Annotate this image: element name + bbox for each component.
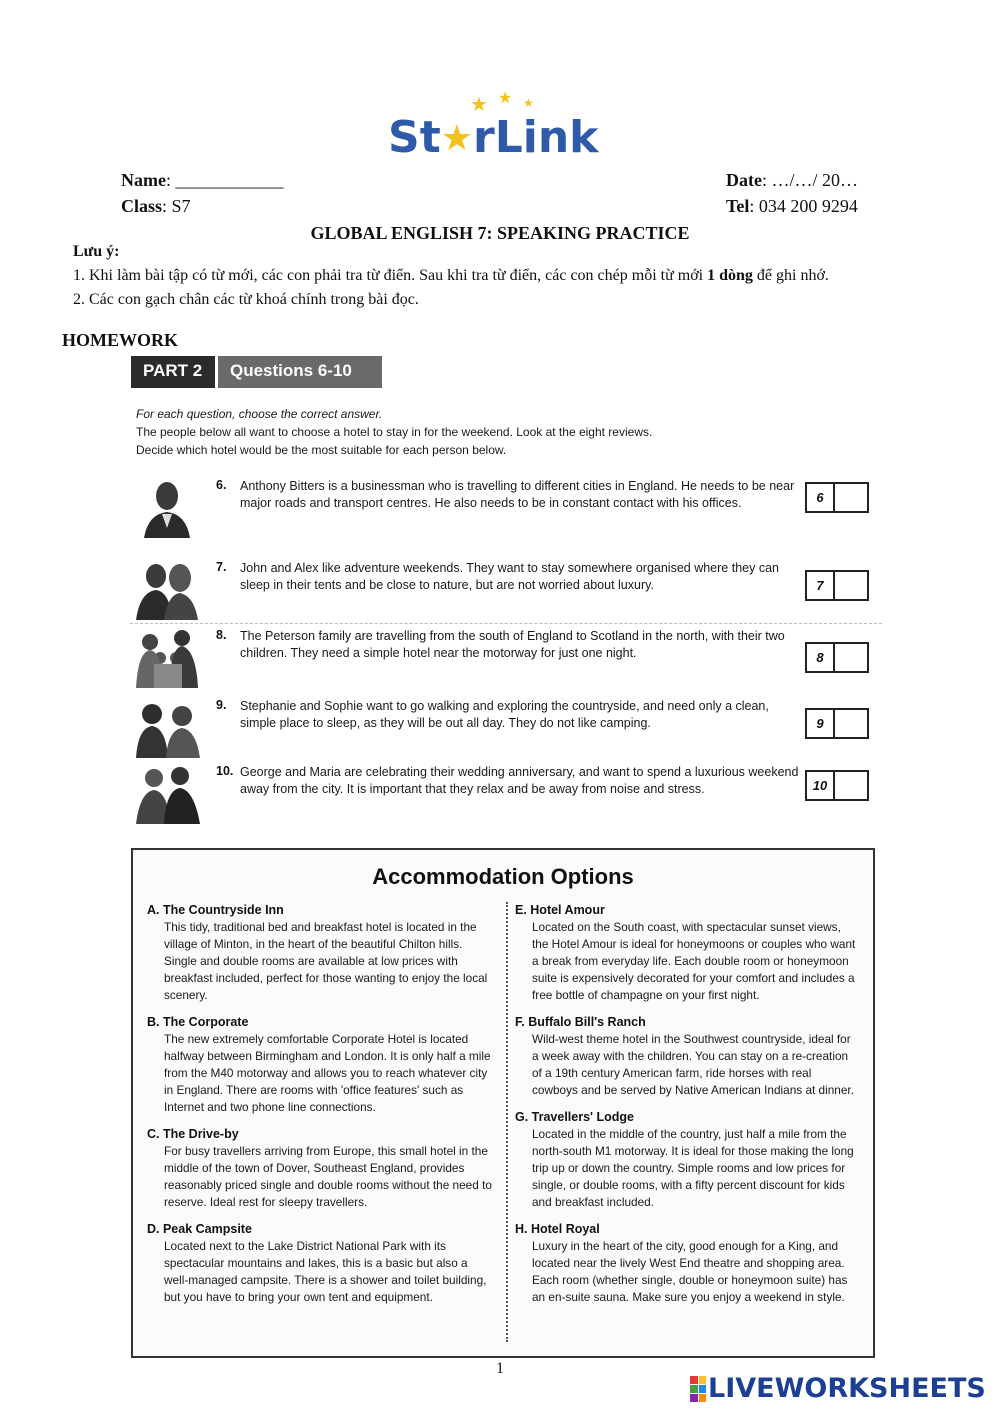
option-b: B. The Corporate The new extremely comfortable Corporate Hotel is located halfway between Birmingham and London. It is only half a mile from the M40 motorway and allows you to reach whatever city in England. There are rooms with 'office features' such as Internet and two phone line connections. — [147, 1015, 491, 1114]
page-number: 1 — [496, 1360, 504, 1377]
logo-star-icon: ★ — [440, 118, 474, 159]
option-d: D. Peak Campsite Located next to the Lake District National Park with its spectacular mountains and lakes, this is a basic but also a well-managed campsite. There is a shower and toilet building, but you have to bring your own tent and equipment. — [147, 1222, 487, 1304]
name-field: Name: ____________ — [121, 170, 284, 190]
date-field: Date: …/…/ 20… — [726, 170, 858, 190]
part-label: PART 2 — [131, 356, 215, 388]
class-field: Class: S7 — [121, 196, 191, 216]
option-f: F. Buffalo Bill's Ranch Wild-west theme hotel in the Southwest countryside, ideal for a week away with the children. You can stay on a re-creation of a 19th century American farm, ride horses with real cowboys and be served by Native American Indians at dinner. — [515, 1015, 854, 1097]
liveworksheets-logo-icon — [690, 1376, 706, 1402]
option-a: A. The Countryside Inn This tidy, traditional bed and breakfast hotel is located in the village of Minton, in the heart of the beautiful Chilton hills. Single and double rooms are available at low prices with breakfast included, perfect for those wanting to enjoy the local scenery. — [147, 903, 488, 1002]
accommodation-column-right — [515, 902, 860, 1316]
option-e: E. Hotel Amour Located on the South coast, with spectacular sunset views, the Hotel Amour is ideal for honeymoons or couples who want a break from everyday life. Each double room or honeymoon suite is expensively decorated for your comfort and includes a free bottle of champagne on your first night. — [515, 903, 856, 1002]
accommodation-column-left — [147, 902, 492, 1316]
couple-photo — [130, 560, 204, 620]
note-line-2: 2. Các con gạch chân các từ khoá chính trong bài đọc. — [73, 291, 419, 308]
tel-field: Tel: 034 200 9294 — [726, 196, 858, 216]
page-title: GLOBAL ENGLISH 7: SPEAKING PRACTICE — [310, 223, 690, 243]
accommodation-options-panel — [131, 848, 875, 1358]
logo-wordmark: St★rLink — [388, 112, 599, 163]
option-g: G. Travellers' Lodge Located in the middle of the country, just half a mile from the north-south M1 motorway. It is ideal for those making the long trip up or down the country. Simple rooms and low prices for single, or double rooms, with a fifty percent discount for kids and breakfast included. — [515, 1110, 854, 1209]
businessman-photo — [130, 478, 204, 538]
note-line-1: 1. Khi làm bài tập có từ mới, các con phải tra từ điển. Sau khi tra từ điển, các con chép mỗi từ mới 1 dòng để ghi nhớ. — [73, 267, 829, 284]
family-photo — [130, 628, 204, 688]
answer-box-8[interactable]: 8 — [805, 642, 869, 673]
questions-label: Questions 6-10 — [218, 356, 382, 388]
starlink-logo — [388, 88, 618, 163]
divider — [130, 623, 882, 624]
homework-heading: HOMEWORK — [62, 330, 178, 350]
two-girls-photo — [130, 698, 204, 758]
star-icon: ★ — [470, 92, 488, 116]
part-banner — [131, 356, 382, 388]
answer-box-10[interactable]: 10 — [805, 770, 869, 801]
couple-celebrating-photo — [130, 764, 204, 824]
liveworksheets-brand[interactable]: LIVEWORKSHEETS — [690, 1373, 986, 1404]
option-c: C. The Drive-by For busy travellers arriving from Europe, this small hotel in the middle of the town of Dover, Southeast England, provides reasonably priced single and double rooms without the need to reserve. Ideal rest for sleepy travellers. — [147, 1127, 492, 1209]
column-divider — [506, 902, 508, 1342]
star-icon: ★ — [523, 96, 534, 110]
answer-box-7[interactable]: 7 — [805, 570, 869, 601]
answer-box-9[interactable]: 9 — [805, 708, 869, 739]
instructions: For each question, choose the correct answer. The people below all want to choose a hotel to stay in for the weekend. Look at the eight reviews. Decide which hotel would be the most suitable for each person below. — [136, 407, 653, 457]
star-icon: ★ — [498, 88, 513, 107]
option-h: H. Hotel Royal Luxury in the heart of the city, good enough for a King, and located near the lively West End theatre and shopping area. Each room (whether single, double or honeymoon suite) has an en-suite sauna. Make sure you enjoy a weekend in style. — [515, 1222, 848, 1304]
accommodation-title: Accommodation Options — [372, 864, 634, 889]
notes-heading: Lưu ý: — [73, 243, 120, 260]
answer-box-6[interactable]: 6 — [805, 482, 869, 513]
